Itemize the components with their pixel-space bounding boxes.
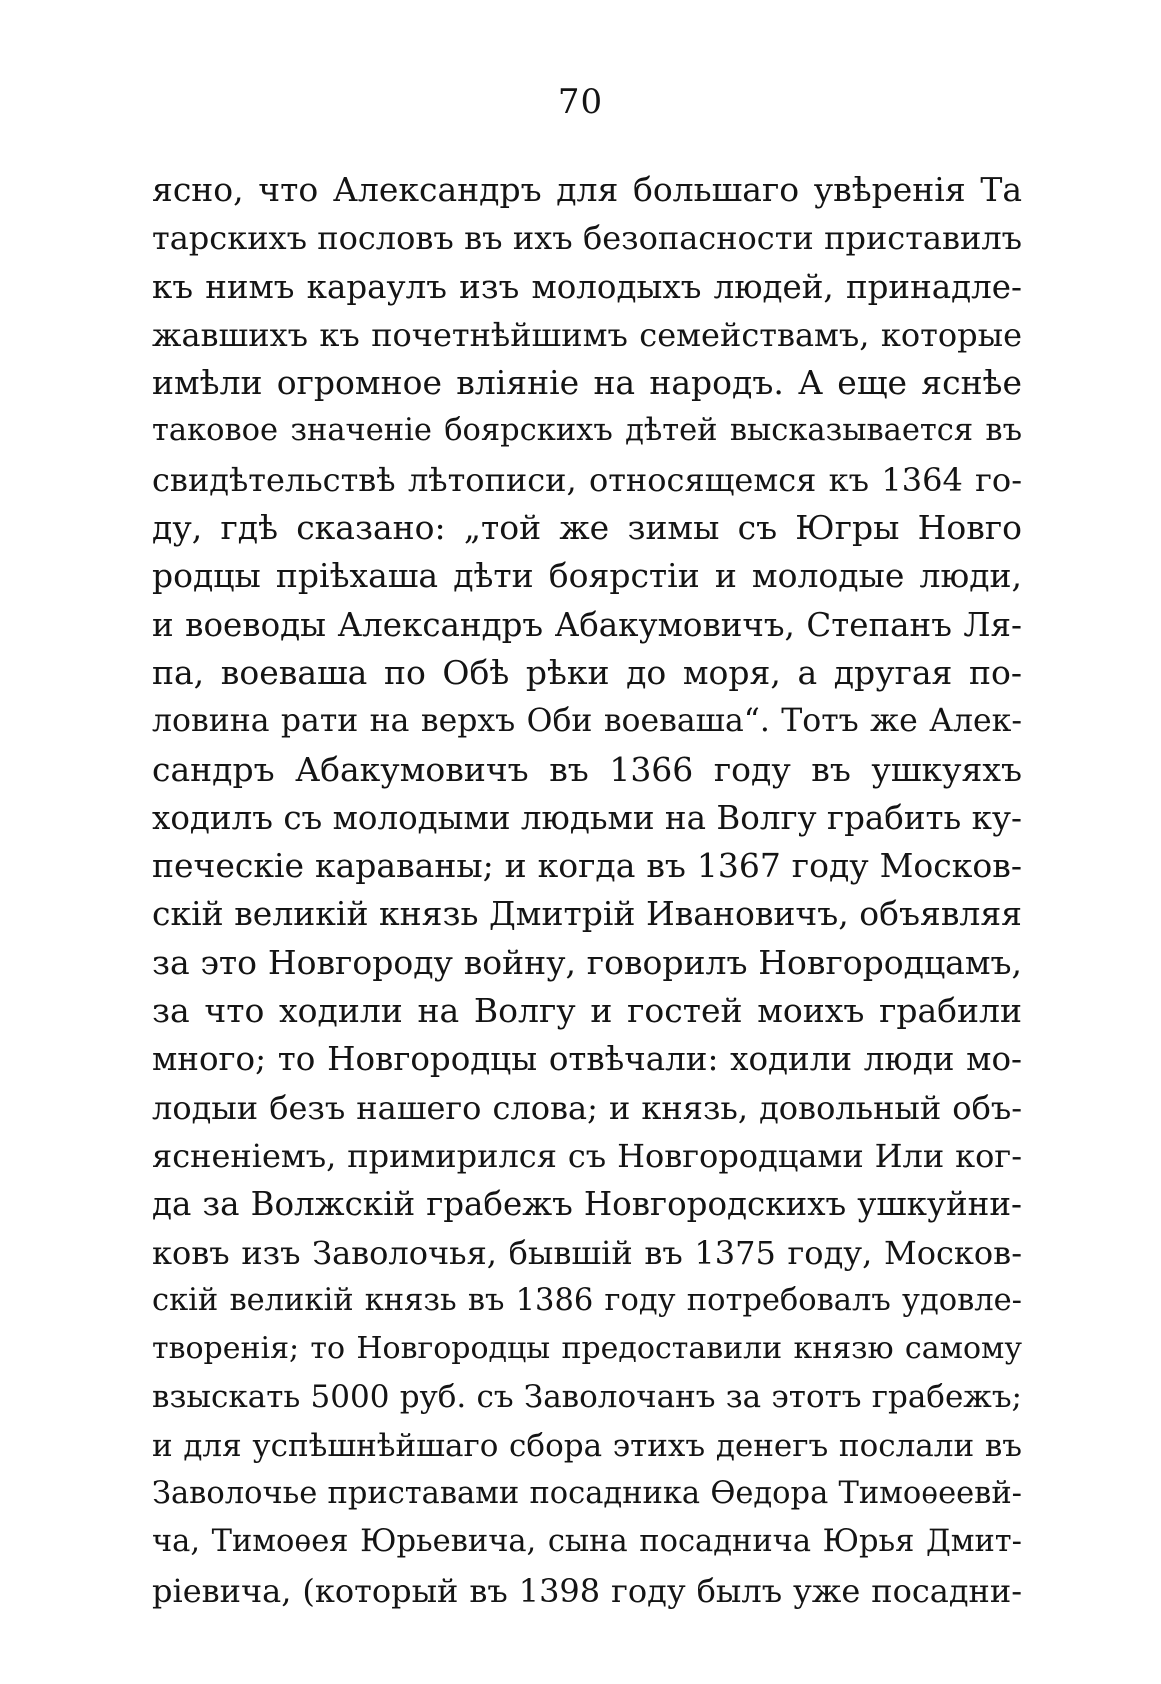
page-number: 70 [557, 82, 604, 122]
text-line: тарскихъ пословъ въ ихъ безопасности приставилъ [152, 219, 1022, 258]
text-line: за это Новгороду войну, говорилъ Новгородцамъ, [152, 942, 1022, 982]
text-line: за что ходили на Волгу и гостей моихъ грабили [152, 991, 1022, 1031]
text-line: къ нимъ караулъ изъ молодыхъ людей, принадле- [152, 267, 1022, 306]
text-line: свидѣтельствѣ лѣтописи, относящемся къ 1364 го- [152, 460, 1022, 499]
text-line: таковое значеніе боярскихъ дѣтей высказывается въ [152, 413, 1022, 449]
text-line: ясно, что Александръ для большаго увѣренія Та [152, 170, 1022, 209]
text-line: и воеводы Александръ Абакумовичъ, Степанъ Ля- [152, 605, 1022, 644]
text-line: родцы пріѣхаша дѣти боярстіи и молодые люди, [152, 556, 1022, 596]
text-line: ловина рати на верхъ Оби воеваша“. Тотъ же Алек- [152, 703, 1022, 740]
text-line: много; то Новгородцы отвѣчали: ходили люди мо- [152, 1040, 1022, 1079]
text-line: ходилъ съ молодыми людьми на Волгу грабить ку- [152, 798, 1022, 837]
text-line: скій великій князь въ 1386 году потребовалъ удовле- [152, 1282, 1022, 1318]
text-line: сандръ Абакумовичъ въ 1366 году въ ушкуяхъ [152, 749, 1022, 789]
text-line: взыскать 5000 руб. съ Заволочанъ за этотъ грабежъ; [152, 1379, 1022, 1416]
text-line: творенія; то Новгородцы предоставили князю самому [152, 1331, 1022, 1367]
text-line: имѣли огромное вліяніе на народъ. А еще яснѣе [152, 363, 1022, 403]
text-line: жавшихъ къ почетнѣйшимъ семействамъ, которые [152, 315, 1022, 354]
text-line: да за Волжскій грабежъ Новгородскихъ ушкуйни- [152, 1185, 1022, 1224]
text-line: ду, гдѣ сказано: „той же зимы съ Югры Новго [152, 508, 1022, 548]
text-line: ріевича, (который въ 1398 году былъ уже посадни- [152, 1571, 1022, 1610]
text-line: ча, Тимоѳея Юрьевича, сына посаднича Юрья Дмит- [152, 1524, 1022, 1560]
text-line: лодыи безъ нашего слова; и князь, довольный объ- [152, 1088, 1022, 1127]
text-line: скій великій князь Дмитрій Ивановичъ, объявляя [152, 894, 1022, 934]
text-line: па, воеваша по Обѣ рѣки до моря, а другая по- [152, 652, 1022, 692]
text-line: и для успѣшнѣйшаго сбора этихъ денегъ послали въ [152, 1427, 1022, 1464]
text-line: ясненіемъ, примирился съ Новгородцами Или ког- [152, 1136, 1022, 1175]
body-text [152, 166, 1022, 1615]
text-line: ковъ изъ Заволочья, бывшій въ 1375 году, Москов- [152, 1233, 1022, 1272]
text-line: печескіе караваны; и когда въ 1367 году Москов- [152, 846, 1022, 886]
text-line: Заволочье приставами посадника Ѳедора Тимоѳеевй- [152, 1476, 1022, 1512]
